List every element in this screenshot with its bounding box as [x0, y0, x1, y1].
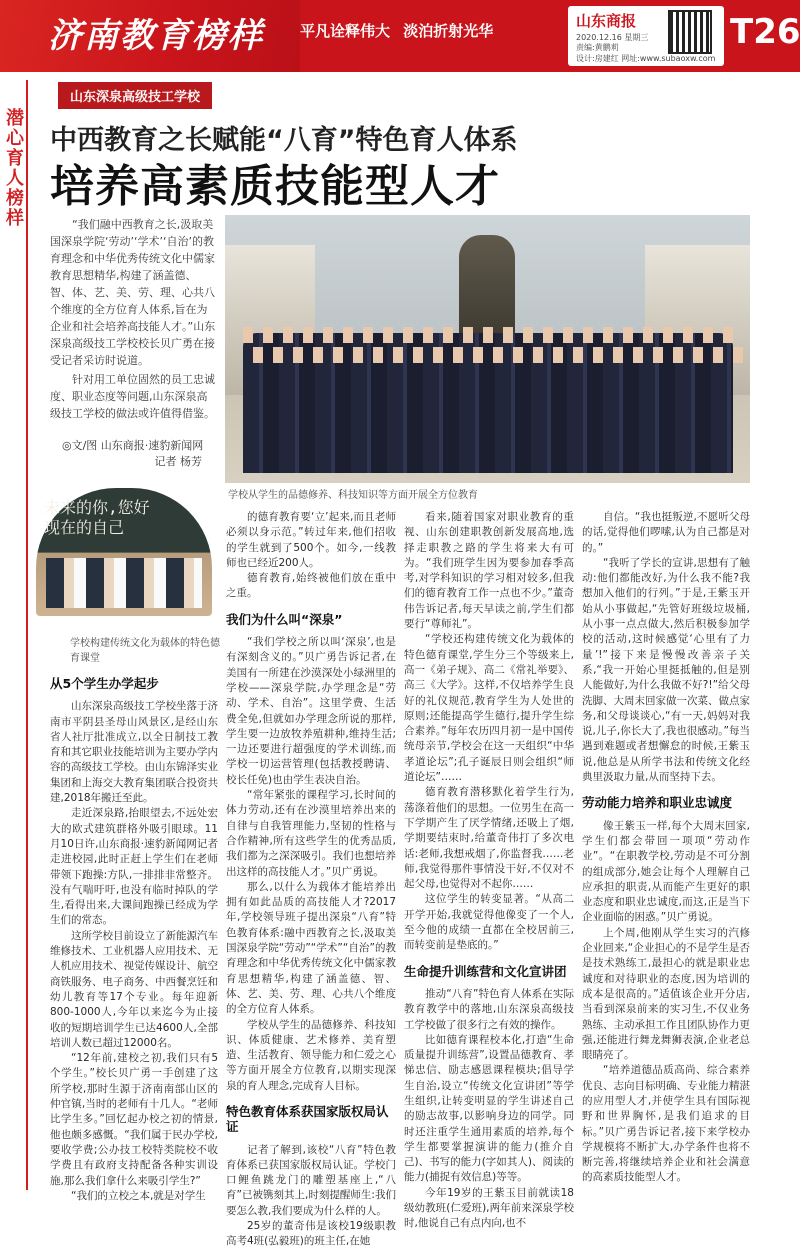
body-paragraph: 比如德育课程校本化,打造“生命质量提升训练营”,设置品德教育、孝悌忠信、励志感恩课程模块;倡导学生自治,设立“传统文化宣讲团”等学生组织,让转变明显的学生讲述自己的励志故事,以影响身边的同学。同时还注重学生通用素质的培养,每个学生都要掌握演讲的能力(推介自己)、书写的能力(字如其人)、阅读的能力(捕捉有效信息)等等。 — [404, 1033, 574, 1184]
classroom-photo-caption: 学校构建传统文化为载体的特色德育课堂 — [70, 638, 220, 664]
newspaper-info-box — [568, 6, 724, 66]
group-photo — [225, 215, 750, 483]
body-paragraph: 自信。“我也挺叛逆,不愿听父母的话,觉得他们啰嗦,认为自己都是对的。” — [582, 511, 750, 554]
byline-source: ◎文/图 山东商报·速豹新闻网 — [62, 439, 204, 452]
section-heading: 从5个学生办学起步 — [50, 676, 159, 691]
body-paragraph: “我们学校之所以叫‘深泉’,也是有深刻含义的。”贝广勇告诉记者,在美国有一所建在沙漠深处小绿洲里的学校——深泉学院,办学理念是“劳动、学术、自治”。这里学费、生活费全免,但就如办学理念所说的那样,学生要一边放牧养殖耕种,维持生活;一边还要进行超强度的学术训练,而学校一切运营管理(包括教授聘请、校长任免)也由学生表决自治。 — [226, 636, 396, 786]
body-paragraph: 德育教育,始终被他们放在重中之重。 — [226, 572, 396, 600]
photo-faces-row — [253, 347, 743, 363]
qr-code-icon — [668, 10, 712, 54]
body-paragraph: 25岁的董奇伟是该校19级职教高考4班(弘毅班)的班主任,在她 — [226, 1220, 396, 1248]
byline — [62, 438, 222, 470]
designer-credit: 设计:房建红 网址:www.subaoxw.com — [576, 54, 716, 63]
body-paragraph: 推动“八育”特色育人体系在实际教育教学中的落地,山东深泉高级技工学校做了很多行之有效的操作。 — [404, 987, 574, 1031]
lead-paragraph: “我们融中西教育之长,汲取美国深泉学院‘劳动’‘学术’‘自治’的教育理念和中华优秀传统文化中儒家教育思想精华,构建了涵盖德、智、体、艺、美、劳、理、心共八个维度的全方位育人体系,旨在为企业和社会培养高技能人才。”山东深泉高级技工学校校长贝广勇在接受记者采访时说道。 — [50, 218, 216, 367]
body-paragraph: 这位学生的转变显著。“从高二开学开始,我就觉得他像变了一个人,至今他的成绩一直都在全校居前三,而转变前是垫底的。” — [404, 893, 574, 952]
blackboard-writing: 未来的你,您好 现在的自己 — [44, 498, 150, 537]
body-paragraph: “我听了学长的宣讲,思想有了触动:他们都能改好,为什么我不能?我想加入他们的行列。”于是,王紫玉开始从小事做起,“先管好班级垃圾桶,从小事一点点做大,然后积极参加学校的活动,这时候感觉‘心里有了力量’!”接下来是慢慢改善亲子关系,“我一开始心里挺抵触的,但是别人能做好,为什么我做不好?!”给父母洗脚、大周末回家做一次菜、做点家务,和父母谈谈心,“有一天,妈妈对我说,儿子,你长大了,我也很感动。”每当遇到难题或者想懈怠的时候,王紫玉说,他总是从所学书法和传统文化经典里汲取力量,从而坚持下去。 — [582, 556, 750, 784]
body-paragraph: “学校还构建传统文化为载体的特色德育课堂,学生分三个等级来上,高一《弟子规》、高二《常礼举要》、高三《大学》。这样,不仅培养学生良好的礼仪规范,教育学生为人处世的原则;还能提高学生德行,提升学生综合素养。”每年农历四月初一是中国传统母亲节,学校会在这一天组织“中华孝道论坛”;孔子诞辰日则会组织“师道论坛”…… — [404, 633, 574, 784]
group-photo-caption: 学校从学生的品德修养、科技知识等方面开展全方位教育 — [228, 490, 478, 501]
page-number: T26 — [730, 12, 801, 52]
newspaper-name: 山东商报 — [576, 12, 637, 30]
section-heading: 特色教育体系获国家版权局认证 — [226, 1103, 389, 1135]
school-tag: 山东深泉高级技工学校 — [58, 82, 212, 109]
body-paragraph: “培养道德品质高尚、综合素养优良、志向目标明确、专业能力精湛的应用型人才,并使学生具有国际视野和世界胸怀,是我们追求的目标。”贝广勇告诉记者,接下来学校办学规模将不断扩大,办学条件也将不断完善,将继续培养企业和社会满意的高素质技能型人才。 — [582, 1064, 750, 1184]
photo-faces-row — [243, 327, 733, 343]
body-paragraph: 像王紫玉一样,每个大周末回家,学生们都会带回一项项“劳动作业”。“在职教学校,劳动是不可分割的组成部分,她会让每个人理解自己应承担的职责,从而能产生更好的职业态度和职业忠诚度,而这,正是当下企业面临的困惑。”贝广勇说。 — [582, 819, 750, 924]
column-slogan: 平凡诠释伟大 淡泊折射光华 — [300, 22, 494, 40]
side-banner — [0, 100, 26, 270]
body-paragraph: 德育教育潜移默化着学生行为,荡涤着他们的思想。一位男生在高一下学期产生了厌学情绪,还吸上了烟,学期要结束时,给董奇伟打了多次电话:老师,我想戒烟了,你监督我……老师,我觉得那件事情没干好,不仅对不起父母,也觉得对不起你…… — [404, 786, 574, 891]
section-heading: 我们为什么叫“深泉” — [226, 611, 343, 627]
body-paragraph: 这所学校目前设立了新能源汽车维修技术、工业机器人应用技术、无人机应用技术、视觉传媒设计、航空商铁服务、电子商务、中西餐烹饪和幼儿教育等17个专业。每年迎新800-1000人,今年以来迄今为止接收的短期培训学生已达4600人,全部培训人数已超过12000名。 — [50, 929, 218, 1049]
body-paragraph: 那么,以什么为载体才能培养出拥有如此品质的高技能人才?2017年,学校领导班子提出深泉“八育”特色教育体系:融中西教育之长,汲取美国深泉学院“劳动”“学术”“自治”的教育理念和中华优秀传统文化中儒家教育思想精华,构建了涵盖德、智、体、艺、美、劳、理、心共八个维度的全方位育人体系。 — [226, 880, 396, 1016]
article-kicker: 中西教育之长赋能“八育”特色育人体系 — [50, 125, 518, 156]
text-column-3 — [404, 510, 574, 1230]
body-paragraph: 的德育教育要‘立’起来,而且老师必须以身示范。”转过年来,他们招收的学生就到了500个。如今,一线教师也已经近200人。 — [226, 511, 396, 569]
masthead — [0, 0, 800, 72]
side-banner-text: 潜心育人榜样 — [3, 108, 24, 228]
text-column-2 — [226, 510, 396, 1248]
column-brand-title: 济南教育榜样 — [48, 16, 264, 56]
section-heading: 生命提升训练营和文化宣讲团 — [404, 963, 567, 979]
body-paragraph: 今年19岁的王紫玉目前就读18级幼教班(仁爱班),两年前来深泉学校时,他说自己有点内向,也不 — [404, 1186, 574, 1230]
lead-paragraph: 针对用工单位固然的员工忠诚度、职业态度等问题,山东深泉高级技工学校的做法或许值得借鉴。 — [50, 373, 215, 420]
body-paragraph: 学校从学生的品德修养、科技知识、体质健康、艺术修养、美育塑造、生活教育、领导能力和仁爱之心等方面开展全方位教育,以期实现深泉的育人理念,完成育人目标。 — [226, 1018, 396, 1092]
body-paragraph: 记者了解到,该校“八育”特色教育体系已获国家版权局认证。学校门口鲤鱼跳龙门的雕塑基座上,“八育”已被镌刻其上,时刻提醒师生:我们要怎么教,我们要成为什么样的人。 — [226, 1143, 396, 1217]
classroom-photo — [36, 488, 212, 616]
section-heading: 劳动能力培养和职业忠诚度 — [582, 795, 733, 811]
body-paragraph: 走近深泉路,抬眼望去,不远处宏大的欧式建筑群格外吸引眼球。11月10日许,山东商报·速豹新闻网记者走进校园,此时正赶上学生们在老师带领下跑操:方队,一排排非常整齐。没有气喘吁吁,也没有临时掉队的学生,看得出来,大课间跑操已经成为学生们的常态。 — [50, 807, 218, 927]
body-paragraph: “我们的立校之本,就是对学生 — [71, 1189, 206, 1202]
byline-author: 记者 杨芳 — [154, 455, 202, 468]
text-column-4 — [582, 510, 750, 1204]
body-paragraph: 山东深泉高级技工学校坐落于济南市平阴县圣母山风景区,是经山东省人社厅批准成立,以全日制技工教育和其它职业技能培训为主要办学内容的高级技工学校。由山东锦泽实业集团和上海交大教育集团联合投资共建,2018年搬迁至此。 — [50, 700, 218, 805]
article-headline: 培养高素质技能型人才 — [50, 161, 500, 212]
photo-students-reading — [46, 558, 202, 608]
body-paragraph: “12年前,建校之初,我们只有5个学生。”校长贝广勇一手创建了这所学校,那时生源于济南南部山区的仲官镇,当时的老师有十几人。“老师比学生多。”回忆起办校之初的情景,他也颇多感慨。“我们属于民办学校,要收学费;公办技工校特类院校不收学费且有政府支持配备各种实训设施,那么我们拿什么来吸引学生?” — [50, 1052, 218, 1187]
body-paragraph: 上个周,他刚从学生实习的汽修企业回来,“企业担心的不是学生是否是技术熟练工,最担心的就是职业忠诚度和对待职业的态度,因为培训的成本是很高的。”适值该企业开分店,当看到深泉前来的实习生,不仅业务熟练、主动承担工作且团队协作力更强,还能进行舞龙舞狮表演,企业老总眼睛亮了。 — [582, 926, 750, 1062]
body-paragraph: 看来,随着国家对职业教育的重视、山东创建职教创新发展高地,选择走职教之路的学生将来大有可为。“我们班学生因为要参加春季高考,对学科知识的学习相对较多,但我们的德育教育工作一点也不少。”董奇伟告诉记者,每天早读之前,学生们都要行“尊师礼”。 — [404, 511, 574, 631]
body-paragraph: “常年紧张的课程学习,长时间的体力劳动,还有在沙漠里培养出来的自律与自我管理能力,坚韧的性格与合作精神,所有这些学生的优秀品质,我们都为之深深吸引。我们也想培养出这样的高技能人才。”贝广勇说。 — [226, 789, 396, 878]
issue-date: 2020.12.16 星期三 — [576, 33, 649, 42]
text-column-1 — [50, 676, 218, 1204]
editor-credit: 责编:黄鹏莉 — [576, 43, 619, 52]
side-divider — [26, 80, 28, 1190]
article-lead — [50, 216, 218, 424]
